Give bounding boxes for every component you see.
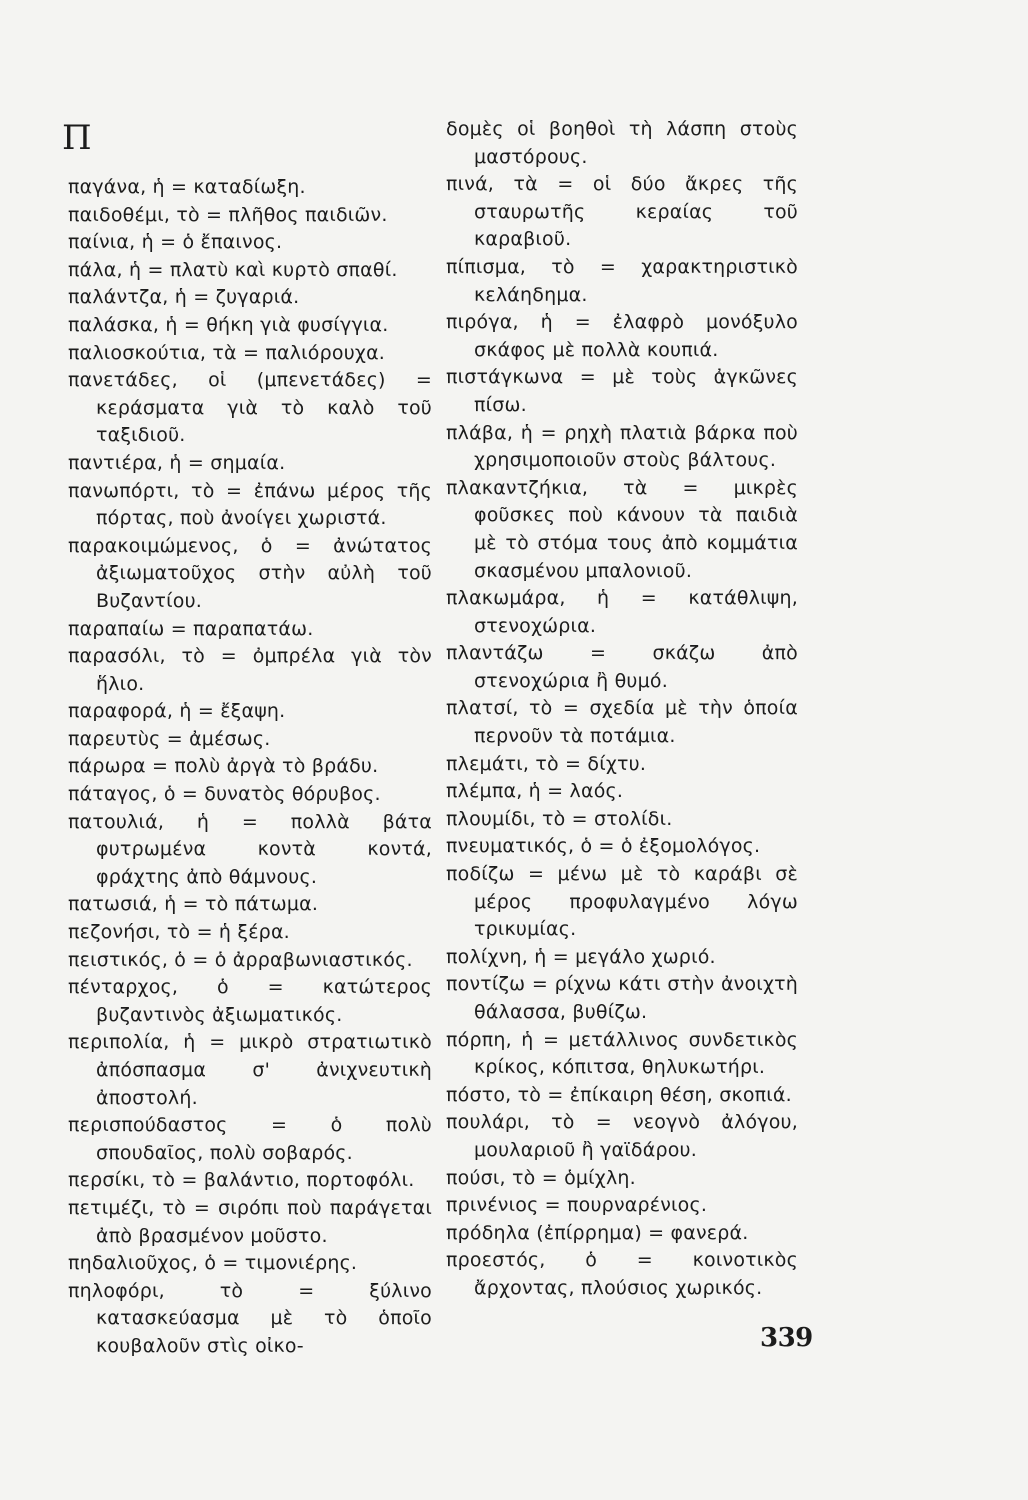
page-number: 339	[760, 1323, 813, 1353]
glossary-entry: πλέμπα, ἡ = λαός.	[446, 780, 624, 803]
glossary-entry: δομὲς οἱ βοηθοὶ τὴ λάσπη στοὺς μαστόρους.	[446, 118, 798, 168]
glossary-entry: πάταγος, ὁ = δυνατὸς θόρυβος.	[68, 783, 381, 806]
glossary-entry: παραφορά, ἡ = ἔξαψη.	[68, 700, 286, 723]
glossary-entry: πινά, τὰ = οἱ δύο ἄκρες τῆς σταυρωτῆς κεραίας τοῦ καραβιοῦ.	[446, 173, 798, 251]
glossary-entry: πανωπόρτι, τὸ = ἐπάνω μέρος τῆς πόρτας, ποὺ ἀνοίγει χωριστά.	[68, 479, 432, 530]
glossary-entry: πλακωμάρα, ἡ = κατάθλιψη, στενοχώρια.	[446, 587, 798, 637]
glossary-entry: περιπολία, ἡ = μικρὸ στρατιωτικὸ ἀπόσπασμα σ' ἀνιχνευτικὴ ἀποστολή.	[68, 1031, 432, 1109]
glossary-entry: πνευματικός, ὁ = ὁ ἐξομολόγος.	[446, 835, 761, 858]
glossary-entry: πλακαντζήκια, τὰ = μικρὲς φοῦσκες ποὺ κάνουν τὰ παιδιὰ μὲ τὸ στόμα τους ἀπὸ κομμάτια σκασμένου μπαλονιοῦ.	[446, 476, 798, 582]
glossary-entry: πρινένιος = πουρναρένιος.	[446, 1194, 708, 1217]
glossary-entry: πένταρχος, ὁ = κατώτερος βυζαντινὸς ἀξιωματικός.	[68, 976, 432, 1026]
glossary-entry: ποδίζω = μένω μὲ τὸ καράβι σὲ μέρος προφυλαγμένο λόγω τρικυμίας.	[446, 863, 798, 941]
glossary-entry: πανετάδες, οἱ (μπενετάδες) = κεράσματα γιὰ τὸ καλὸ τοῦ ταξιδιοῦ.	[68, 369, 432, 447]
glossary-entry: ποντίζω = ρίχνω κάτι στὴν ἀνοιχτὴ θάλασσα, βυθίζω.	[446, 973, 798, 1023]
glossary-entry: πλουμίδι, τὸ = στολίδι.	[446, 807, 673, 830]
glossary-entry: πάλα, ἡ = πλατὺ καὶ κυρτὸ σπαθί.	[68, 258, 398, 281]
glossary-entry: πιρόγα, ἡ = ἐλαφρὸ μονόξυλο σκάφος μὲ πολλὰ κουπιά.	[446, 311, 798, 361]
left-column	[68, 174, 432, 1361]
glossary-entry: πατωσιά, ἡ = τὸ πάτωμα.	[68, 893, 319, 916]
glossary-entry: περισπούδαστος = ὁ πολὺ σπουδαῖος, πολὺ σοβαρός.	[68, 1114, 432, 1164]
glossary-entry: παντιέρα, ἡ = σημαία.	[68, 451, 286, 474]
glossary-entry: πλαντάζω = σκάζω ἀπὸ στενοχώρια ἢ θυμό.	[446, 642, 798, 692]
glossary-entry: παλάσκα, ἡ = θήκη γιὰ φυσίγγια.	[68, 313, 389, 336]
glossary-entry: πρόδηλα (ἐπίρρημα) = φανερά.	[446, 1221, 749, 1244]
glossary-entry: πηδαλιοῦχος, ὁ = τιμονιέρης.	[68, 1252, 358, 1275]
glossary-entry: παραπαίω = παραπατάω.	[68, 617, 314, 640]
glossary-entry: παλάντζα, ἡ = ζυγαριά.	[68, 286, 300, 309]
glossary-entry: πατουλιά, ἡ = πολλὰ βάτα φυτρωμένα κοντὰ κοντά, φράχτης ἀπὸ θάμνους.	[68, 810, 432, 888]
glossary-entry: παιδοθέμι, τὸ = πλῆθος παιδιῶν.	[68, 203, 388, 226]
glossary-entry: πίπισμα, τὸ = χαρακτηριστικὸ κελάηδημα.	[446, 255, 798, 306]
glossary-entry: πούσι, τὸ = ὁμίχλη.	[446, 1166, 636, 1189]
glossary-entry: πεζονήσι, τὸ = ἡ ξέρα.	[68, 921, 290, 944]
glossary-entry: πόρπη, ἡ = μετάλλινος συνδετικὸς κρίκος, κόπιτσα, θηλυκωτήρι.	[446, 1028, 798, 1079]
glossary-entry: πλατσί, τὸ = σχεδία μὲ τὴν ὁποία περνοῦν τὰ ποτάμια.	[446, 697, 798, 748]
glossary-entry: παρασόλι, τὸ = ὀμπρέλα γιὰ τὸν ἥλιο.	[68, 645, 432, 695]
glossary-entry: πιστάγκωνα = μὲ τοὺς ἀγκῶνες πίσω.	[446, 366, 798, 416]
glossary-entry: πλεμάτι, τὸ = δίχτυ.	[446, 752, 647, 775]
glossary-entry: πλάβα, ἡ = ρηχὴ πλατιὰ βάρκα ποὺ χρησιμοποιοῦν στοὺς βάλτους.	[446, 421, 798, 472]
glossary-entry: παίνια, ἡ = ὁ ἔπαινος.	[68, 231, 283, 254]
glossary-entry: παρευτὺς = ἀμέσως.	[68, 727, 271, 750]
glossary-entry: παρακοιμώμενος, ὁ = ἀνώτατος ἀξιωματοῦχος στὴν αὐλὴ τοῦ Βυζαντίου.	[68, 534, 432, 612]
glossary-entry: πόστο, τὸ = ἐπίκαιρη θέση, σκοπιά.	[446, 1083, 792, 1106]
glossary-entry: παλιοσκούτια, τὰ = παλιόρουχα.	[68, 341, 386, 364]
glossary-entry: πετιμέζι, τὸ = σιρόπι ποὺ παράγεται ἀπὸ βρασμένον μοῦστο.	[68, 1196, 432, 1247]
glossary-entry: πειστικός, ὁ = ὁ ἀρραβωνιαστικός.	[68, 948, 413, 971]
section-letter: Π	[62, 118, 92, 158]
glossary-entry: πουλάρι, τὸ = νεογνὸ ἀλόγου, μουλαριοῦ ἢ γαϊδάρου.	[446, 1111, 798, 1161]
glossary-entry: παγάνα, ἡ = καταδίωξη.	[68, 176, 306, 198]
glossary-entry: πάρωρα = πολὺ ἀργὰ τὸ βράδυ.	[68, 755, 379, 778]
glossary-entry: περσίκι, τὸ = βαλάντιο, πορτοφόλι.	[68, 1169, 415, 1192]
right-column	[446, 116, 798, 1303]
glossary-entry: προεστός, ὁ = κοινοτικὸς ἄρχοντας, πλούσιος χωρικός.	[446, 1249, 798, 1299]
glossary-entry: πολίχνη, ἡ = μεγάλο χωριό.	[446, 945, 716, 968]
glossary-entry: πηλοφόρι, τὸ = ξύλινο κατασκεύασμα μὲ τὸ ὁποῖο κουβαλοῦν στὶς οἰκο-	[68, 1279, 432, 1357]
